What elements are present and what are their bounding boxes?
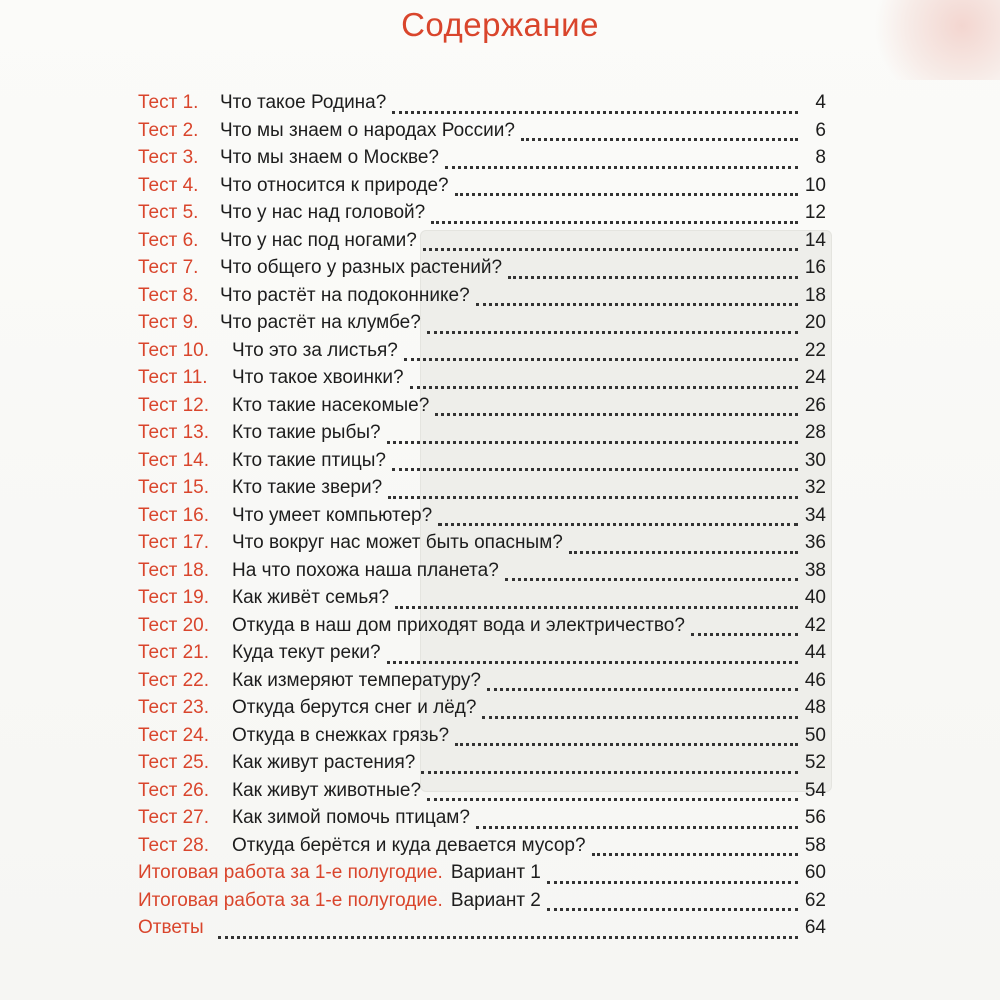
toc-entry-title: Кто такие птицы? xyxy=(232,449,386,471)
toc-entry-prefix: Тест 26. xyxy=(138,779,209,801)
toc-entry-title: Вариант 1 xyxy=(450,862,541,883)
toc-entry-title: Что мы знаем о Москве? xyxy=(220,147,439,168)
dot-leader xyxy=(445,165,798,169)
toc-entry-title: Что такое хвоинки? xyxy=(232,367,404,388)
toc-entry[interactable] xyxy=(138,807,826,835)
toc-entry-page-number: 52 xyxy=(804,752,826,773)
toc-entry[interactable] xyxy=(138,670,826,698)
toc-entry[interactable] xyxy=(138,340,826,368)
toc-entry-prefix: Тест 18. xyxy=(138,559,209,581)
dot-leader xyxy=(547,907,798,911)
toc-entry[interactable] xyxy=(138,477,826,505)
dot-leader xyxy=(423,247,798,251)
toc-entry-title: Куда текут реки? xyxy=(232,642,381,663)
toc-entry-title: Что растёт на клумбе? xyxy=(220,312,421,333)
toc-entry-page-number: 14 xyxy=(804,229,826,251)
toc-entry-title: Что общего у разных растений? xyxy=(220,257,503,278)
toc-entry-prefix: Тест 20. xyxy=(138,614,209,636)
dot-leader xyxy=(508,275,798,279)
dot-leader xyxy=(392,110,798,114)
toc-entry-title: Что растёт на подоконнике? xyxy=(220,284,470,306)
toc-entry-prefix: Ответы xyxy=(138,917,204,938)
toc-entry-title: Что у нас под ногами? xyxy=(220,229,417,251)
toc-entry-title: Как живёт семья? xyxy=(232,587,390,608)
toc-entry-page-number: 28 xyxy=(804,422,826,443)
toc-entry[interactable] xyxy=(138,587,826,615)
toc-entry-prefix: Тест 16. xyxy=(138,504,209,526)
toc-entry-prefix: Тест 19. xyxy=(138,587,209,608)
toc-entry-page-number: 16 xyxy=(804,257,826,278)
toc-entry-page-number: 22 xyxy=(804,339,826,361)
toc-entry[interactable] xyxy=(138,752,826,780)
toc-entry[interactable] xyxy=(138,862,826,890)
toc-entry-page-number: 50 xyxy=(804,724,826,746)
toc-entry-prefix: Тест 5. xyxy=(138,202,199,223)
toc-entry[interactable] xyxy=(138,560,826,588)
toc-entry-page-number: 62 xyxy=(804,889,826,911)
toc-entry-title: На что похожа наша планета? xyxy=(232,559,499,581)
toc-entry-title: Кто такие насекомые? xyxy=(232,394,430,416)
toc-entry-title: Что мы знаем о народах России? xyxy=(220,119,515,141)
dot-leader xyxy=(395,605,798,609)
table-of-contents xyxy=(138,92,826,945)
toc-entry[interactable] xyxy=(138,202,826,230)
dot-leader xyxy=(435,412,798,416)
dot-leader xyxy=(388,495,798,499)
toc-entry-page-number: 24 xyxy=(804,367,826,388)
dot-leader xyxy=(691,632,798,636)
dot-leader xyxy=(410,385,798,389)
toc-entry-page-number: 10 xyxy=(804,174,826,196)
toc-entry[interactable] xyxy=(138,230,826,258)
toc-entry[interactable] xyxy=(138,367,826,395)
dot-leader xyxy=(482,715,798,719)
dot-leader xyxy=(392,467,798,471)
toc-entry[interactable] xyxy=(138,395,826,423)
toc-entry-prefix: Тест 6. xyxy=(138,229,199,251)
toc-entry-page-number: 58 xyxy=(804,834,826,856)
dot-leader xyxy=(431,220,798,224)
toc-entry-prefix: Тест 28. xyxy=(138,834,209,856)
toc-entry[interactable] xyxy=(138,835,826,863)
toc-entry-page-number: 6 xyxy=(815,119,826,141)
toc-entry-page-number: 60 xyxy=(804,862,826,883)
dot-leader xyxy=(547,880,798,884)
toc-entry-prefix: Тест 1. xyxy=(138,92,199,113)
toc-entry-prefix: Тест 17. xyxy=(138,532,209,553)
toc-entry[interactable] xyxy=(138,532,826,560)
toc-entry-page-number: 18 xyxy=(804,284,826,306)
toc-entry[interactable] xyxy=(138,642,826,670)
dot-leader xyxy=(505,577,798,581)
dot-leader xyxy=(455,742,798,746)
toc-entry-page-number: 54 xyxy=(804,779,826,801)
dot-leader xyxy=(438,522,798,526)
toc-entry[interactable] xyxy=(138,505,826,533)
toc-entry-page-number: 44 xyxy=(804,642,826,663)
toc-entry[interactable] xyxy=(138,147,826,175)
toc-entry[interactable] xyxy=(138,615,826,643)
toc-entry-page-number: 12 xyxy=(804,202,826,223)
toc-entry-page-number: 30 xyxy=(804,449,826,471)
toc-entry-page-number: 64 xyxy=(804,917,826,938)
toc-entry[interactable] xyxy=(138,92,826,120)
dot-leader xyxy=(521,137,798,141)
toc-entry[interactable] xyxy=(138,450,826,478)
toc-entry-page-number: 34 xyxy=(804,504,826,526)
toc-entry-prefix: Тест 3. xyxy=(138,147,199,168)
dot-leader xyxy=(455,192,798,196)
toc-entry-prefix: Тест 15. xyxy=(138,477,209,498)
toc-entry-prefix: Итоговая работа за 1-е полугодие. xyxy=(138,889,443,911)
toc-entry-prefix: Итоговая работа за 1-е полугодие. xyxy=(138,862,443,883)
dot-leader xyxy=(421,770,798,774)
toc-entry-page-number: 26 xyxy=(804,394,826,416)
toc-entry[interactable] xyxy=(138,917,826,945)
dot-leader xyxy=(427,797,798,801)
toc-entry-prefix: Тест 11. xyxy=(138,367,208,388)
toc-entry-page-number: 48 xyxy=(804,697,826,718)
toc-entry-page-number: 56 xyxy=(804,807,826,828)
dot-leader xyxy=(476,302,798,306)
toc-entry-title: Что умеет компьютер? xyxy=(232,504,433,526)
toc-entry-prefix: Тест 7. xyxy=(138,257,199,278)
page-title: Содержание xyxy=(401,6,599,43)
toc-entry-page-number: 42 xyxy=(804,614,826,636)
toc-entry-prefix: Тест 2. xyxy=(138,119,199,141)
toc-entry-page-number: 40 xyxy=(804,587,826,608)
toc-entry-page-number: 46 xyxy=(804,669,826,691)
toc-entry-title: Как зимой помочь птицам? xyxy=(232,807,470,828)
toc-entry-title: Что вокруг нас может быть опасным? xyxy=(232,532,563,553)
toc-entry[interactable] xyxy=(138,257,826,285)
toc-entry-page-number: 32 xyxy=(804,477,826,498)
dot-leader xyxy=(218,935,798,939)
toc-entry-title: Кто такие рыбы? xyxy=(232,422,381,443)
toc-entry[interactable] xyxy=(138,175,826,203)
toc-entry[interactable] xyxy=(138,697,826,725)
dot-leader xyxy=(592,852,798,856)
dot-leader xyxy=(476,825,798,829)
toc-entry[interactable] xyxy=(138,312,826,340)
dot-leader xyxy=(387,440,798,444)
toc-entry-title: Откуда берутся снег и лёд? xyxy=(232,697,477,718)
toc-entry-prefix: Тест 14. xyxy=(138,449,209,471)
toc-entry-prefix: Тест 4. xyxy=(138,174,199,196)
toc-entry-prefix: Тест 21. xyxy=(138,642,209,663)
toc-entry-page-number: 38 xyxy=(804,559,826,581)
toc-entry-title: Как измеряют температуру? xyxy=(232,669,481,691)
toc-entry-title: Что у нас над головой? xyxy=(220,202,426,223)
toc-entry-title: Как живут животные? xyxy=(232,779,422,801)
toc-entry-prefix: Тест 22. xyxy=(138,669,209,691)
toc-entry-title: Откуда берётся и куда девается мусор? xyxy=(232,834,586,856)
toc-entry-title: Откуда в снежках грязь? xyxy=(232,724,450,746)
toc-entry[interactable] xyxy=(138,285,826,313)
toc-entry-page-number: 4 xyxy=(815,92,826,113)
toc-entry[interactable] xyxy=(138,890,826,918)
toc-entry-prefix: Тест 8. xyxy=(138,284,199,306)
toc-entry-page-number: 8 xyxy=(815,147,826,168)
toc-entry-prefix: Тест 25. xyxy=(138,752,209,773)
toc-entry[interactable] xyxy=(138,120,826,148)
dot-leader xyxy=(404,357,798,361)
toc-entry-prefix: Тест 23. xyxy=(138,697,209,718)
toc-entry-prefix: Тест 27. xyxy=(138,807,209,828)
toc-entry-prefix: Тест 10. xyxy=(138,339,209,361)
toc-entry[interactable] xyxy=(138,780,826,808)
toc-entry-title: Что относится к природе? xyxy=(220,174,449,196)
toc-entry-title: Как живут растения? xyxy=(232,752,416,773)
dot-leader xyxy=(569,550,798,554)
toc-entry-prefix: Тест 13. xyxy=(138,422,209,443)
toc-entry-title: Вариант 2 xyxy=(450,889,541,911)
dot-leader xyxy=(427,330,798,334)
toc-entry-prefix: Тест 24. xyxy=(138,724,209,746)
dot-leader xyxy=(387,660,798,664)
toc-entry[interactable] xyxy=(138,725,826,753)
toc-entry-page-number: 36 xyxy=(804,532,826,553)
toc-entry[interactable] xyxy=(138,422,826,450)
toc-entry-title: Кто такие звери? xyxy=(232,477,383,498)
toc-entry-title: Что это за листья? xyxy=(232,339,398,361)
dot-leader xyxy=(487,687,798,691)
toc-entry-prefix: Тест 9. xyxy=(138,312,199,333)
toc-entry-page-number: 20 xyxy=(804,312,826,333)
toc-entry-prefix: Тест 12. xyxy=(138,394,209,416)
toc-entry-title: Откуда в наш дом приходят вода и электричество? xyxy=(232,614,685,636)
toc-entry-title: Что такое Родина? xyxy=(220,92,387,113)
